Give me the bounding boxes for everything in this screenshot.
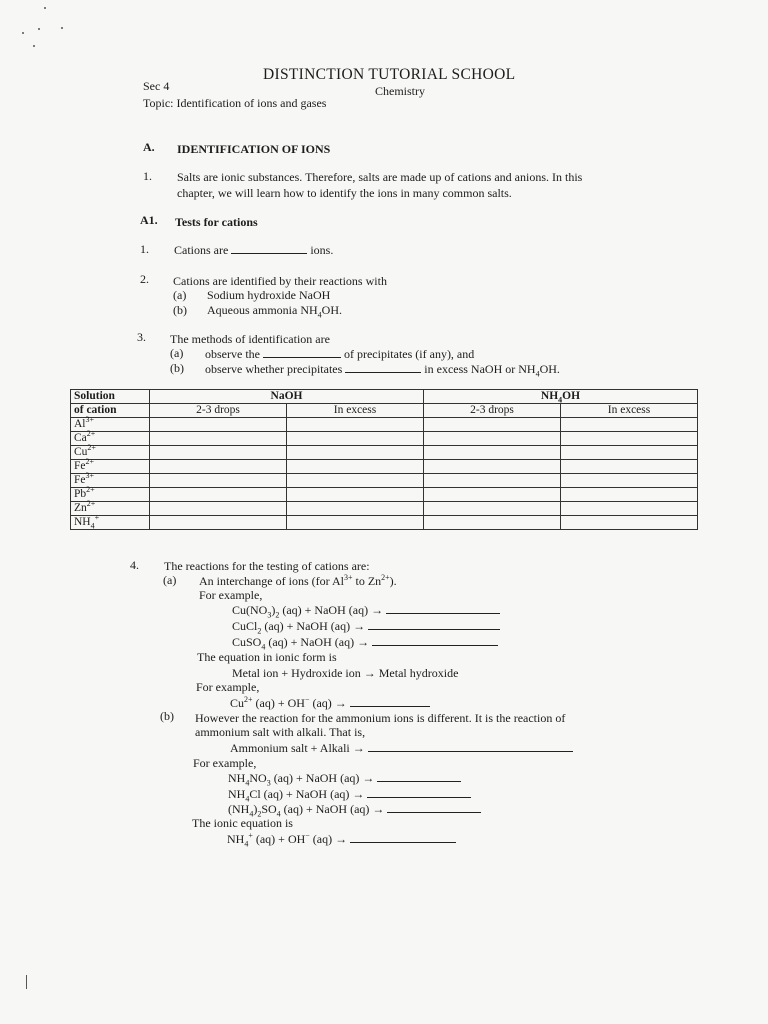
a1-q2-a-text: Sodium hydroxide NaOH [207, 288, 331, 302]
table-row [71, 460, 698, 474]
table-row [71, 432, 698, 446]
answer-cell[interactable] [561, 432, 698, 446]
cation-zn: $Zn^{2+}$ [71, 502, 150, 516]
answer-cell[interactable] [424, 446, 561, 460]
answer-cell[interactable] [561, 474, 698, 488]
cation-test-table [70, 389, 698, 530]
eq1: $Cu(NO_3)_2$ (aq) + NaOH (aq) → [232, 603, 500, 618]
answer-cell[interactable] [287, 460, 424, 474]
final-ionic-eq: $NH_4^+$ (aq) + OH− (aq) → [227, 832, 456, 847]
eq1-blank[interactable] [386, 603, 500, 614]
answer-cell[interactable] [150, 432, 287, 446]
topic-label: Topic: Identification of ions and gases [143, 96, 327, 110]
a1-q3-b-label: (b) [170, 361, 184, 375]
cation-fe2: $Fe^{2+}$ [71, 460, 150, 474]
cation-cu: $Cu^{2+}$ [71, 446, 150, 460]
header-nh4oh-excess: In excess [561, 404, 698, 418]
answer-cell[interactable] [561, 460, 698, 474]
ionic-form-text: The equation in ionic form is [197, 650, 337, 664]
item4-b-line2: ammonium salt with alkali. That is, [195, 725, 366, 739]
nh4-eq2-blank[interactable] [367, 787, 471, 798]
a1-q3-b-blank[interactable] [345, 362, 421, 373]
eq2-blank[interactable] [368, 619, 500, 630]
ionic-example-eq: $Cu^{2+}$ (aq) + OH− (aq) → [230, 696, 430, 711]
item1-line1: Salts are ionic substances. Therefore, salts are made up of cations and anions. In this [177, 170, 583, 184]
ionic-equation-text: The ionic equation is [192, 816, 293, 830]
final-ionic-blank[interactable] [350, 832, 456, 843]
table-header-row [71, 390, 698, 404]
header-naoh-excess: In excess [287, 404, 424, 418]
item4-for-example-2: For example, [196, 680, 260, 694]
a1-q1-blank[interactable] [231, 243, 307, 254]
section-a-number: A. [143, 140, 155, 154]
table-row [71, 516, 698, 530]
cation-nh4: $NH_4^+$ [71, 516, 150, 530]
answer-cell[interactable] [561, 502, 698, 516]
item4-a-text: An interchange of ions (for $Al^{3+}$ to $Zn^{2+}$). [199, 573, 397, 588]
school-name: DISTINCTION TUTORIAL SCHOOL [263, 66, 516, 83]
ammonium-word-blank[interactable] [368, 741, 573, 752]
a1-q3-text: The methods of identification are [170, 332, 330, 346]
answer-cell[interactable] [561, 418, 698, 432]
answer-cell[interactable] [287, 502, 424, 516]
a1-q3-number: 3. [137, 330, 146, 344]
nh4-eq2: $NH_4Cl$ (aq) + NaOH (aq) → [228, 787, 471, 802]
a1-q1-text [174, 243, 333, 258]
item4-b-line1: However the reaction for the ammonium ions is different. It is the reaction of [195, 711, 566, 725]
section-a-title: IDENTIFICATION OF IONS [177, 142, 331, 156]
answer-cell[interactable] [424, 418, 561, 432]
ammonium-word-eq: Ammonium salt + Alkali → [230, 741, 573, 756]
header-nh4oh: $NH_4OH$ [424, 390, 698, 404]
a1-q2-b-label: (b) [173, 303, 187, 317]
a1-q2-a-label: (a) [173, 288, 187, 302]
header-of-cation: of cation [71, 404, 150, 418]
a1-q3-a-blank[interactable] [263, 347, 341, 358]
cation-pb: $Pb^{2+}$ [71, 488, 150, 502]
a1-q3-a-text: observe the of precipitates (if any), and [205, 347, 475, 361]
nh4-eq1-blank[interactable] [377, 771, 461, 782]
answer-cell[interactable] [287, 474, 424, 488]
eq3-blank[interactable] [372, 635, 498, 646]
answer-cell[interactable] [150, 474, 287, 488]
answer-cell[interactable] [150, 418, 287, 432]
nh4-eq3: $(NH_4)_2SO_4$ (aq) + NaOH (aq) → [228, 802, 481, 817]
answer-cell[interactable] [424, 502, 561, 516]
a1-q2-number: 2. [140, 272, 149, 286]
table-row [71, 488, 698, 502]
answer-cell[interactable] [287, 446, 424, 460]
ionic-example-blank[interactable] [350, 696, 430, 707]
item4-for-example-1: For example, [199, 588, 263, 602]
eq2: CuCl$_2$ (aq) + NaOH (aq) → [232, 619, 500, 634]
answer-cell[interactable] [150, 502, 287, 516]
section-a1-title: Tests for cations [175, 215, 258, 229]
eq3: CuSO$_4$ (aq) + NaOH (aq) → [232, 635, 498, 650]
item1-line2: chapter, we will learn how to identify the ions in many common salts. [177, 186, 512, 200]
header-solution: Solution [71, 390, 150, 404]
answer-cell[interactable] [561, 516, 698, 530]
nh4-eq1: $NH_4NO_3$ (aq) + NaOH (aq) → [228, 771, 461, 786]
answer-cell[interactable] [150, 460, 287, 474]
item4-for-example-3: For example, [193, 756, 257, 770]
answer-cell[interactable] [424, 460, 561, 474]
answer-cell[interactable] [287, 488, 424, 502]
answer-cell[interactable] [287, 432, 424, 446]
table-row [71, 418, 698, 432]
a1-q2-text: Cations are identified by their reactions with [173, 274, 387, 288]
answer-cell[interactable] [424, 488, 561, 502]
answer-cell[interactable] [150, 516, 287, 530]
table-row [71, 474, 698, 488]
answer-cell[interactable] [424, 432, 561, 446]
cation-ca: $Ca^{2+}$ [71, 432, 150, 446]
nh4-eq3-blank[interactable] [387, 802, 481, 813]
answer-cell[interactable] [287, 516, 424, 530]
scan-speck [22, 32, 24, 34]
answer-cell[interactable] [287, 418, 424, 432]
a1-q1-number: 1. [140, 242, 149, 256]
item1-number: 1. [143, 169, 152, 183]
table-row [71, 502, 698, 516]
a1-q1-after: ions. [310, 243, 334, 257]
header-naoh-drops: 2-3 drops [150, 404, 287, 418]
item4-number: 4. [130, 558, 139, 572]
a1-q3-b-text: observe whether precipitates in excess NaOH or $NH_4OH$. [205, 362, 560, 379]
cation-fe3: $Fe^{3+}$ [71, 474, 150, 488]
word-equation: Metal ion + Hydroxide ion → Metal hydroxide [232, 666, 459, 680]
header-nh4oh-drops: 2-3 drops [424, 404, 561, 418]
item4-b-label: (b) [160, 709, 174, 723]
header-naoh: NaOH [150, 390, 424, 404]
table-subheader-row [71, 404, 698, 418]
answer-cell[interactable] [424, 516, 561, 530]
subject-label: Chemistry [375, 84, 425, 98]
answer-cell[interactable] [424, 474, 561, 488]
section-a1-number: A1. [140, 213, 158, 227]
scan-speck [38, 28, 40, 30]
sec-label: Sec 4 [143, 79, 170, 93]
a1-q3-a-label: (a) [170, 346, 184, 360]
answer-cell[interactable] [150, 446, 287, 460]
answer-cell[interactable] [561, 446, 698, 460]
scan-speck [61, 27, 63, 29]
answer-cell[interactable] [150, 488, 287, 502]
scan-speck [26, 975, 27, 989]
a1-q1-before: Cations are [174, 243, 229, 257]
a1-q2-b-text: Aqueous ammonia $NH_4OH$. [207, 303, 342, 320]
item4-text: The reactions for the testing of cations are: [164, 559, 370, 573]
scan-speck [44, 7, 46, 9]
answer-cell[interactable] [561, 488, 698, 502]
table-row [71, 446, 698, 460]
cation-al: $Al^{3+}$ [71, 418, 150, 432]
item4-a-label: (a) [163, 573, 177, 587]
scan-speck [33, 45, 35, 47]
